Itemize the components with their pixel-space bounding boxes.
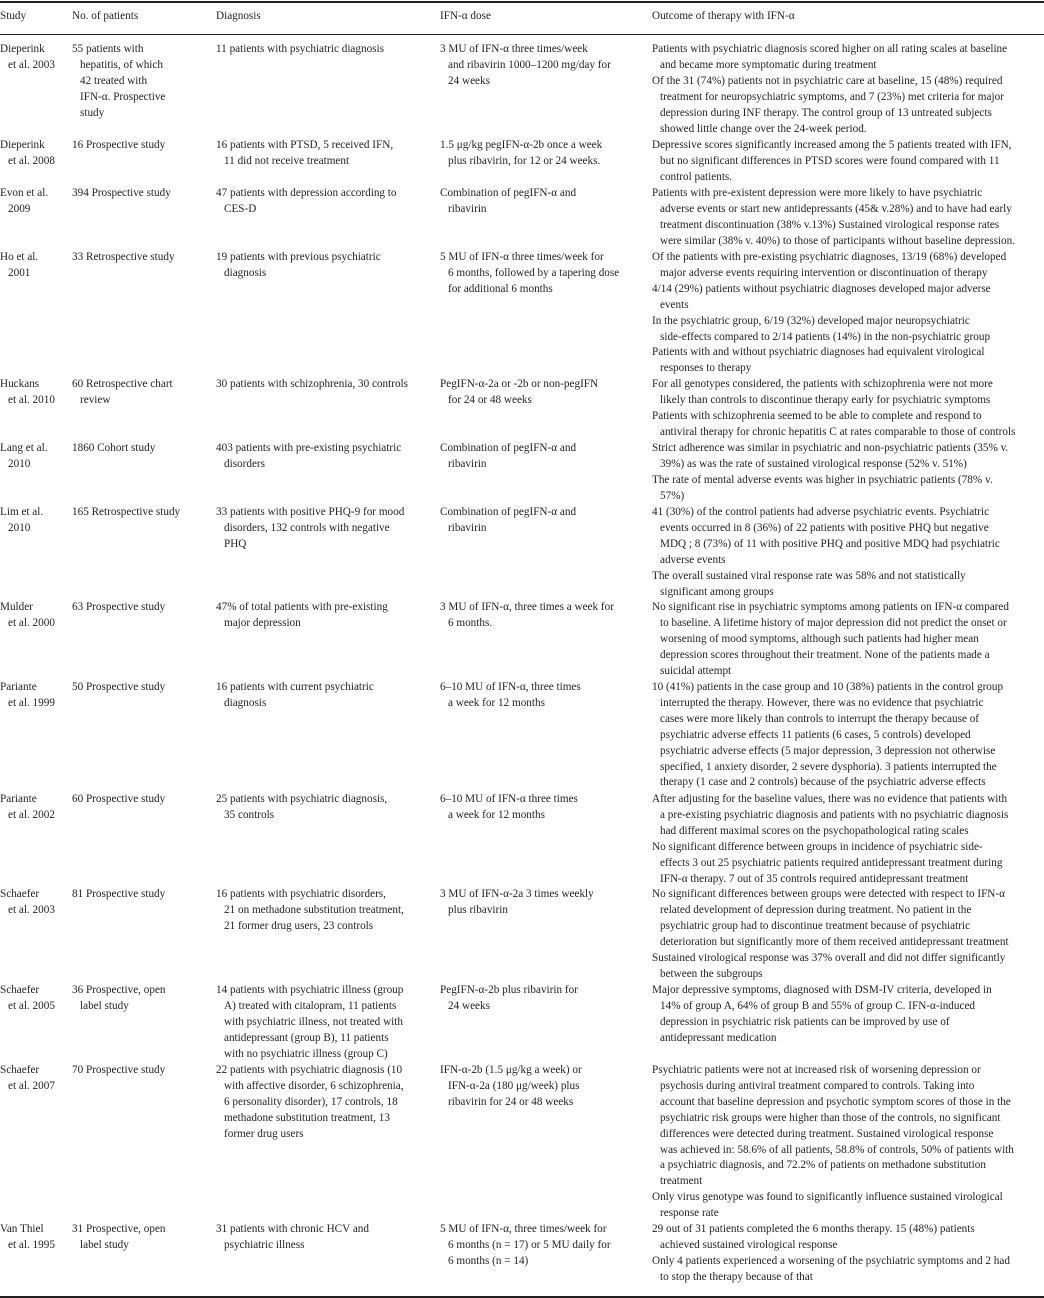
study-cell-line: Evon et al.: [0, 187, 49, 199]
study-cell-line: Ho et al.: [0, 251, 39, 263]
diagnosis-cell: [216, 680, 374, 712]
diagnosis-cell-line: methadone substitution treatment, 13: [224, 1111, 390, 1124]
outcome-cell: [652, 600, 1009, 680]
outcome-line: Of the 31 (74%) patients not in psychiatric care at baseline, 15 (48%) required: [652, 74, 1003, 87]
study-cell-line: Pariante: [0, 681, 37, 693]
patients-cell-line: 50 Prospective study: [72, 681, 166, 693]
diagnosis-cell-line: CES-D: [224, 202, 257, 215]
dose-cell-line: ribavirin: [448, 521, 487, 534]
diagnosis-cell-line: 25 patients with psychiatric diagnosis,: [216, 793, 388, 805]
outcome-cell: [652, 377, 1015, 441]
diagnosis-cell: [216, 1063, 404, 1143]
study-cell-line: et al. 2002: [8, 808, 55, 821]
outcome-line: differences were detected during treatment. Sustained virological response: [660, 1127, 994, 1140]
outcome-line: The rate of mental adverse events was higher in psychiatric patients (78% v.: [652, 473, 993, 486]
header-ifn-dose: IFN-α dose: [440, 10, 491, 22]
diagnosis-cell: [216, 792, 387, 824]
outcome-line: Psychiatric patients were not at increased risk of worsening depression or: [652, 1064, 981, 1076]
dose-cell: [440, 42, 611, 90]
diagnosis-cell-line: A) treated with citalopram, 11 patients: [224, 999, 397, 1012]
patients-cell-line: 63 Prospective study: [72, 601, 166, 613]
study-cell-line: et al. 1999: [8, 696, 55, 709]
outcome-line: 10 (41%) patients in the case group and 10 (38%) patients in the control group: [652, 681, 1004, 693]
dose-cell-line: ribavirin: [448, 457, 487, 470]
study-cell-line: Huckans: [0, 378, 40, 390]
study-cell-line: et al. 2000: [8, 616, 55, 629]
diagnosis-cell-line: 22 patients with psychiatric diagnosis (10: [216, 1064, 403, 1076]
diagnosis-cell-line: 21 former drug users, 23 controls: [224, 919, 374, 932]
patients-cell-line: 394 Prospective study: [72, 187, 171, 199]
study-cell-line: Dieperink: [0, 139, 45, 151]
study-cell-line: Lim et al.: [0, 506, 44, 518]
study-cell-line: Schaefer: [0, 888, 40, 900]
dose-cell: [440, 186, 576, 218]
dose-cell-line: PegIFN-α-2a or -2b or non-pegIFN: [440, 378, 599, 390]
outcome-line: treatment for neuropsychiatric symptoms, and 7 (23%) met criteria for major: [660, 90, 1004, 103]
patients-cell-line: 36 Prospective, open: [72, 984, 166, 996]
study-cell-line: et al. 2010: [8, 393, 55, 406]
outcome-line: After adjusting for the baseline values, there was no evidence that patients with: [652, 793, 1008, 805]
outcome-line: specified, 1 anxiety disorder, 2 severe dysphoria). 3 patients interrupted the: [660, 760, 997, 773]
outcome-line: 39%) as was the rate of sustained virological response (52% v. 51%): [660, 457, 967, 470]
outcome-line: antidepressant medication: [660, 1031, 777, 1044]
diagnosis-cell-line: 19 patients with previous psychiatric: [216, 251, 381, 263]
outcome-line: related development of depression during treatment. No patient in the: [660, 903, 972, 916]
patients-cell-line: review: [80, 393, 111, 406]
diagnosis-cell: [216, 887, 404, 935]
diagnosis-cell-line: 21 on methadone substitution treatment,: [224, 903, 404, 916]
study-cell: [0, 138, 55, 170]
patients-cell: [72, 186, 171, 202]
outcome-line: Major depressive symptoms, diagnosed with DSM-IV criteria, developed in: [652, 984, 992, 996]
dose-cell: [440, 1063, 582, 1111]
outcome-line: No significant differences between groups were detected with respect to IFN-α: [652, 888, 1005, 900]
outcome-line: depression during INF therapy. The control group of 13 untreated subjects: [660, 106, 992, 119]
outcome-line: therapy (1 case and 2 controls) because of the psychiatric adverse effects: [660, 776, 986, 789]
diagnosis-cell-line: with psychiatric illness, not treated with: [224, 1015, 403, 1028]
dose-cell-line: Combination of pegIFN-α and: [440, 442, 577, 454]
dose-cell: [440, 792, 578, 824]
dose-cell-line: Combination of pegIFN-α and: [440, 506, 577, 518]
dose-cell: [440, 1222, 611, 1270]
outcome-line: achieved sustained virological response: [660, 1238, 838, 1251]
study-cell: [0, 983, 55, 1015]
outcome-line: IFN-α therapy. 7 out of 35 controls required antidepressant treatment: [660, 872, 969, 885]
dose-cell-line: 3 MU of IFN-α-2a 3 times weekly: [440, 888, 594, 900]
table-bottom-rule: [0, 1296, 1044, 1298]
dose-cell-line: 3 MU of IFN-α, three times a week for: [440, 601, 614, 613]
outcome-line: but no significant differences in PTSD scores were found compared with 11: [660, 154, 1000, 167]
outcome-line: Patients with schizophrenia seemed to be able to complete and respond to: [652, 409, 982, 422]
study-cell: [0, 680, 55, 712]
patients-cell-line: hepatitis, of which: [80, 58, 163, 71]
outcome-line: response rate: [660, 1207, 719, 1220]
study-cell: [0, 887, 55, 919]
patients-cell-line: 31 Prospective, open: [72, 1223, 166, 1235]
outcome-cell: [652, 680, 1003, 791]
dose-cell-line: 6 months.: [448, 616, 493, 629]
outcome-line: major adverse events requiring intervention or discontinuation of therapy: [660, 266, 988, 279]
study-cell-line: et al. 2007: [8, 1079, 55, 1092]
diagnosis-cell-line: 11 patients with psychiatric diagnosis: [216, 43, 384, 55]
outcome-line: The overall sustained viral response rate was 58% and not statistically: [652, 569, 966, 582]
outcome-line: adverse events: [660, 553, 726, 566]
patients-cell-line: 165 Retrospective study: [72, 506, 181, 518]
patients-cell-line: 70 Prospective study: [72, 1064, 166, 1076]
outcome-line: 14% of group A, 64% of group B and 55% of group C. IFN-α-induced: [660, 999, 976, 1012]
patients-cell-line: 33 Retrospective study: [72, 251, 175, 263]
diagnosis-cell-line: 16 patients with psychiatric disorders,: [216, 888, 386, 900]
outcome-line: 4/14 (29%) patients without psychiatric diagnoses developed major adverse: [652, 282, 991, 295]
outcome-line: showed little change over the 24-week period.: [660, 122, 867, 135]
outcome-line: 29 out of 31 patients completed the 6 months therapy. 15 (48%) patients: [652, 1223, 975, 1235]
diagnosis-cell: [216, 600, 388, 632]
dose-cell-line: for additional 6 months: [448, 282, 553, 295]
outcome-line: antiviral therapy for chronic hepatitis C at rates comparable to those of controls: [660, 425, 1016, 438]
patients-cell-line: label study: [80, 1238, 129, 1251]
dose-cell: [440, 377, 598, 409]
header-diagnosis: Diagnosis: [216, 10, 261, 22]
dose-cell-line: plus ribavirin, for 12 or 24 weeks.: [448, 154, 601, 167]
dose-cell-line: 1.5 μg/kg pegIFN-α-2b once a week: [440, 139, 603, 151]
outcome-line: interrupted the therapy. However, there was no evidence that psychiatric: [660, 696, 984, 709]
diagnosis-cell-line: diagnosis: [224, 266, 267, 279]
patients-cell-line: IFN-α. Prospective: [80, 90, 166, 103]
outcome-line: In the psychiatric group, 6/19 (32%) developed major neuropsychiatric: [652, 314, 970, 327]
study-cell-line: et al. 1995: [8, 1238, 55, 1251]
header-outcome: Outcome of therapy with IFN-α: [652, 10, 795, 22]
diagnosis-cell-line: former drug users: [224, 1127, 304, 1140]
dose-cell-line: 5 MU of IFN-α three times/week for: [440, 251, 604, 263]
dose-cell-line: 24 weeks: [448, 74, 490, 87]
patients-cell: [72, 441, 155, 457]
patients-cell-line: 81 Prospective study: [72, 888, 166, 900]
patients-cell-line: 1860 Cohort study: [72, 442, 156, 454]
outcome-cell: [652, 887, 1009, 982]
patients-cell: [72, 600, 165, 616]
outcome-line: control patients.: [660, 170, 733, 183]
outcome-line: treatment: [660, 1175, 703, 1188]
header-bottom-rule: [0, 34, 1044, 35]
dose-cell-line: IFN-α-2b (1.5 μg/kg a week) or: [440, 1064, 582, 1076]
outcome-cell: [652, 1063, 1014, 1222]
dose-cell: [440, 505, 576, 537]
diagnosis-cell-line: with affective disorder, 6 schizophrenia,: [224, 1079, 404, 1092]
outcome-line: Only 4 patients experienced a worsening of the psychiatric symptoms and 2 had: [652, 1254, 1010, 1267]
outcome-line: were similar (38% v. 40%) to those of participants without baseline depression.: [660, 234, 1016, 247]
patients-cell-line: 60 Prospective study: [72, 793, 166, 805]
outcome-line: adverse events or start new antidepressants (45& v.28%) and to have had early: [660, 202, 1012, 215]
diagnosis-cell: [216, 505, 404, 553]
study-cell-line: Mulder: [0, 601, 33, 613]
outcome-line: Patients with psychiatric diagnosis scored higher on all rating scales at baseline: [652, 43, 1008, 55]
patients-cell-line: 42 treated with: [80, 74, 148, 87]
dose-cell-line: Combination of pegIFN-α and: [440, 187, 577, 199]
outcome-line: psychiatric adverse effects 11 patients (6 cases, 5 controls) developed: [660, 728, 971, 741]
diagnosis-cell-line: with no psychiatric illness (group C): [224, 1047, 388, 1060]
outcome-line: events: [660, 298, 689, 311]
diagnosis-cell-line: 403 patients with pre-existing psychiatric: [216, 442, 402, 454]
study-cell: [0, 250, 38, 282]
outcome-cell: [652, 186, 1015, 250]
outcome-line: side-effects compared to 2/14 patients (14%) in the non-psychiatric group: [660, 330, 991, 343]
outcome-line: had different maximal scores on the psychopathological rating scales: [660, 824, 969, 837]
diagnosis-cell-line: PHQ: [224, 537, 247, 550]
outcome-line: MDQ ; 8 (73%) of 11 with positive PHQ and positive MDQ had psychiatric: [660, 537, 1000, 550]
diagnosis-cell-line: 14 patients with psychiatric illness (group: [216, 984, 404, 996]
outcome-line: No significant difference between groups in incidence of psychiatric side-: [652, 840, 983, 853]
diagnosis-cell-line: psychiatric illness: [224, 1238, 305, 1251]
outcome-line: a pre-existing psychiatric diagnosis and patients with no psychiatric diagnosis: [660, 808, 1009, 821]
patients-cell: [72, 1222, 166, 1254]
outcome-line: For all genotypes considered, the patients with schizophrenia were not more: [652, 378, 993, 390]
outcome-line: Strict adherence was similar in psychiatric and non-psychiatric patients (35% v.: [652, 442, 1009, 454]
outcome-line: 57%): [660, 489, 685, 502]
outcome-line: Patients with pre-existent depression were more likely to have psychiatric: [652, 187, 983, 199]
diagnosis-cell-line: diagnosis: [224, 696, 267, 709]
study-cell-line: Lang et al.: [0, 442, 48, 454]
outcome-line: suicidal attempt: [660, 664, 732, 677]
outcome-line: a psychiatric diagnosis, and 72.2% of patients on methadone substitution: [660, 1159, 986, 1172]
diagnosis-cell-line: 6 personality disorder), 17 controls, 18: [224, 1095, 398, 1108]
study-cell-line: 2010: [8, 521, 31, 534]
header-no-of-patients: No. of patients: [72, 10, 139, 22]
outcome-line: psychiatric adverse effects (5 major depression, 3 depression not otherwise: [660, 744, 996, 757]
study-cell: [0, 42, 55, 74]
outcome-line: Only virus genotype was found to significantly influence sustained virological: [652, 1191, 1003, 1204]
study-cell: [0, 441, 48, 473]
diagnosis-cell: [216, 138, 393, 170]
diagnosis-cell-line: 31 patients with chronic HCV and: [216, 1223, 369, 1235]
outcome-line: account that baseline depression and psychotic symptom scores of those in the: [660, 1095, 1011, 1108]
outcome-line: psychiatric group had to discontinue treatment because of psychiatric: [660, 919, 971, 932]
outcome-line: to stop the therapy because of that: [660, 1270, 813, 1283]
outcome-line: worsening of mood symptoms, although such patients had higher mean: [660, 632, 979, 645]
dose-cell: [440, 441, 576, 473]
diagnosis-cell: [216, 377, 408, 393]
dose-cell: [440, 600, 614, 632]
patients-cell: [72, 505, 180, 521]
study-cell-line: Schaefer: [0, 984, 40, 996]
outcome-line: psychosis during antiviral treatment compared to controls. Taking into: [660, 1079, 975, 1092]
outcome-line: Of the patients with pre-existing psychiatric diagnoses, 13/19 (68%) developed: [652, 251, 1007, 263]
outcome-cell: [652, 42, 1007, 137]
outcome-cell: [652, 250, 1006, 377]
patients-cell: [72, 42, 165, 122]
study-cell-line: Schaefer: [0, 1064, 40, 1076]
diagnosis-cell-line: 47 patients with depression according to: [216, 187, 397, 199]
outcome-line: deterioration but significantly more of them received antidepressant treatment: [660, 935, 1009, 948]
diagnosis-cell-line: 35 controls: [224, 808, 275, 821]
study-cell-line: 2001: [8, 266, 31, 279]
outcome-line: No significant rise in psychiatric symptoms among patients on IFN-α compared: [652, 601, 1009, 613]
outcome-line: was achieved in: 58.6% of all patients, 58.8% of controls, 50% of patients with: [660, 1143, 1014, 1156]
study-cell-line: et al. 2003: [8, 58, 55, 71]
table-top-rule: [0, 1, 1044, 3]
patients-cell-line: study: [80, 106, 105, 119]
diagnosis-cell-line: 16 patients with PTSD, 5 received IFN,: [216, 139, 394, 151]
dose-cell-line: 3 MU of IFN-α three times/week: [440, 43, 588, 55]
outcome-line: Depressive scores significantly increased among the 5 patients treated with IFN,: [652, 139, 1012, 151]
dose-cell-line: 6–10 MU of IFN-α three times: [440, 793, 578, 805]
dose-cell-line: 24 weeks: [448, 999, 490, 1012]
diagnosis-cell: [216, 983, 403, 1063]
dose-cell-line: 5 MU of IFN-α, three times/week for: [440, 1223, 607, 1235]
dose-cell-line: a week for 12 months: [448, 808, 545, 821]
diagnosis-cell-line: antidepressant (group B), 11 patients: [224, 1031, 389, 1044]
study-cell: [0, 1063, 55, 1095]
diagnosis-cell-line: 33 patients with positive PHQ-9 for mood: [216, 506, 405, 518]
dose-cell-line: 6 months (n = 14): [448, 1254, 529, 1267]
study-cell: [0, 600, 55, 632]
study-cell-line: Dieperink: [0, 43, 45, 55]
dose-cell-line: 6–10 MU of IFN-α, three times: [440, 681, 581, 693]
outcome-line: likely than controls to discontinue therapy early for psychiatric symptoms: [660, 393, 991, 406]
study-cell-line: 2010: [8, 457, 31, 470]
diagnosis-cell: [216, 441, 401, 473]
outcome-line: treatment discontinuation (38% v.13%) Sustained virological response rates: [660, 218, 1000, 231]
outcome-cell: [652, 138, 1011, 186]
study-cell-line: et al. 2005: [8, 999, 55, 1012]
dose-cell-line: plus ribavirin: [448, 903, 508, 916]
dose-cell-line: ribavirin: [448, 202, 487, 215]
study-cell-line: et al. 2008: [8, 154, 55, 167]
outcome-line: between the subgroups: [660, 967, 763, 980]
study-cell: [0, 1222, 55, 1254]
diagnosis-cell-line: major depression: [224, 616, 301, 629]
diagnosis-cell: [216, 186, 397, 218]
outcome-line: effects 3 out 25 psychiatric patients required antidepressant treatment during: [660, 856, 1003, 869]
study-cell: [0, 186, 48, 218]
dose-cell-line: for 24 or 48 weeks: [448, 393, 532, 406]
diagnosis-cell: [216, 1222, 369, 1254]
dose-cell: [440, 138, 602, 170]
header-study: Study: [0, 10, 27, 22]
dose-cell-line: and ribavirin 1000–1200 mg/day for: [448, 58, 611, 71]
diagnosis-cell-line: 30 patients with schizophrenia, 30 controls: [216, 378, 409, 390]
diagnosis-cell: [216, 250, 381, 282]
patients-cell: [72, 138, 165, 154]
outcome-line: to baseline. A lifetime history of major depression did not predict the onset or: [660, 616, 1007, 629]
patients-cell-line: 60 Retrospective chart: [72, 378, 173, 390]
dose-cell-line: IFN-α-2a (180 μg/week) plus: [448, 1079, 580, 1092]
outcome-line: events occurred in 8 (36%) of 22 patients with positive PHQ but negative: [660, 521, 989, 534]
patients-cell-line: 55 patients with: [72, 43, 144, 55]
outcome-cell: [652, 505, 1000, 600]
patients-cell: [72, 377, 173, 409]
diagnosis-cell-line: disorders, 132 controls with negative: [224, 521, 390, 534]
outcome-line: 41 (30%) of the control patients had adverse psychiatric events. Psychiatric: [652, 506, 990, 518]
dose-cell: [440, 887, 594, 919]
dose-cell-line: PegIFN-α-2b plus ribavirin for: [440, 984, 578, 996]
outcome-cell: [652, 792, 1008, 887]
dose-cell: [440, 680, 581, 712]
outcome-cell: [652, 1222, 1010, 1286]
diagnosis-cell-line: 47% of total patients with pre-existing: [216, 601, 388, 613]
outcome-cell: [652, 441, 1008, 505]
outcome-line: and became more symptomatic during treatment: [660, 58, 877, 71]
patients-cell: [72, 792, 165, 808]
dose-cell-line: 6 months, followed by a tapering dose: [448, 266, 620, 279]
patients-cell-line: 16 Prospective study: [72, 139, 166, 151]
dose-cell-line: ribavirin for 24 or 48 weeks: [448, 1095, 574, 1108]
dose-cell-line: a week for 12 months: [448, 696, 545, 709]
diagnosis-cell-line: 11 did not receive treatment: [224, 154, 350, 167]
outcome-line: responses to therapy: [660, 362, 752, 375]
outcome-line: depression in psychiatric risk patients can be improved by use of: [660, 1015, 950, 1028]
patients-cell: [72, 680, 165, 696]
patients-cell-line: label study: [80, 999, 129, 1012]
study-cell: [0, 505, 43, 537]
outcome-line: significant among groups: [660, 585, 774, 598]
study-cell-line: et al. 2003: [8, 903, 55, 916]
patients-cell: [72, 983, 166, 1015]
outcome-line: psychiatric risk groups were higher than those of the controls, no significant: [660, 1111, 1001, 1124]
dose-cell: [440, 983, 578, 1015]
study-cell-line: Pariante: [0, 793, 37, 805]
diagnosis-cell: [216, 42, 384, 58]
study-cell: [0, 792, 55, 824]
diagnosis-cell-line: 16 patients with current psychiatric: [216, 681, 374, 693]
dose-cell: [440, 250, 619, 298]
outcome-cell: [652, 983, 992, 1047]
patients-cell: [72, 250, 175, 266]
outcome-line: Sustained virological response was 37% overall and did not differ significantly: [652, 951, 1006, 964]
diagnosis-cell-line: disorders: [224, 457, 266, 470]
outcome-line: Patients with and without psychiatric diagnoses had equivalent virological: [652, 346, 985, 359]
outcome-line: cases were more likely than controls to interrupt the therapy because of: [660, 712, 980, 725]
patients-cell: [72, 1063, 165, 1079]
study-cell-line: Van Thiel: [0, 1223, 44, 1235]
patients-cell: [72, 887, 165, 903]
study-cell: [0, 377, 55, 409]
dose-cell-line: 6 months (n = 17) or 5 MU daily for: [448, 1238, 611, 1251]
study-cell-line: 2009: [8, 202, 31, 215]
outcome-line: depression scores throughout their treatment. None of the patients made a: [660, 648, 990, 661]
